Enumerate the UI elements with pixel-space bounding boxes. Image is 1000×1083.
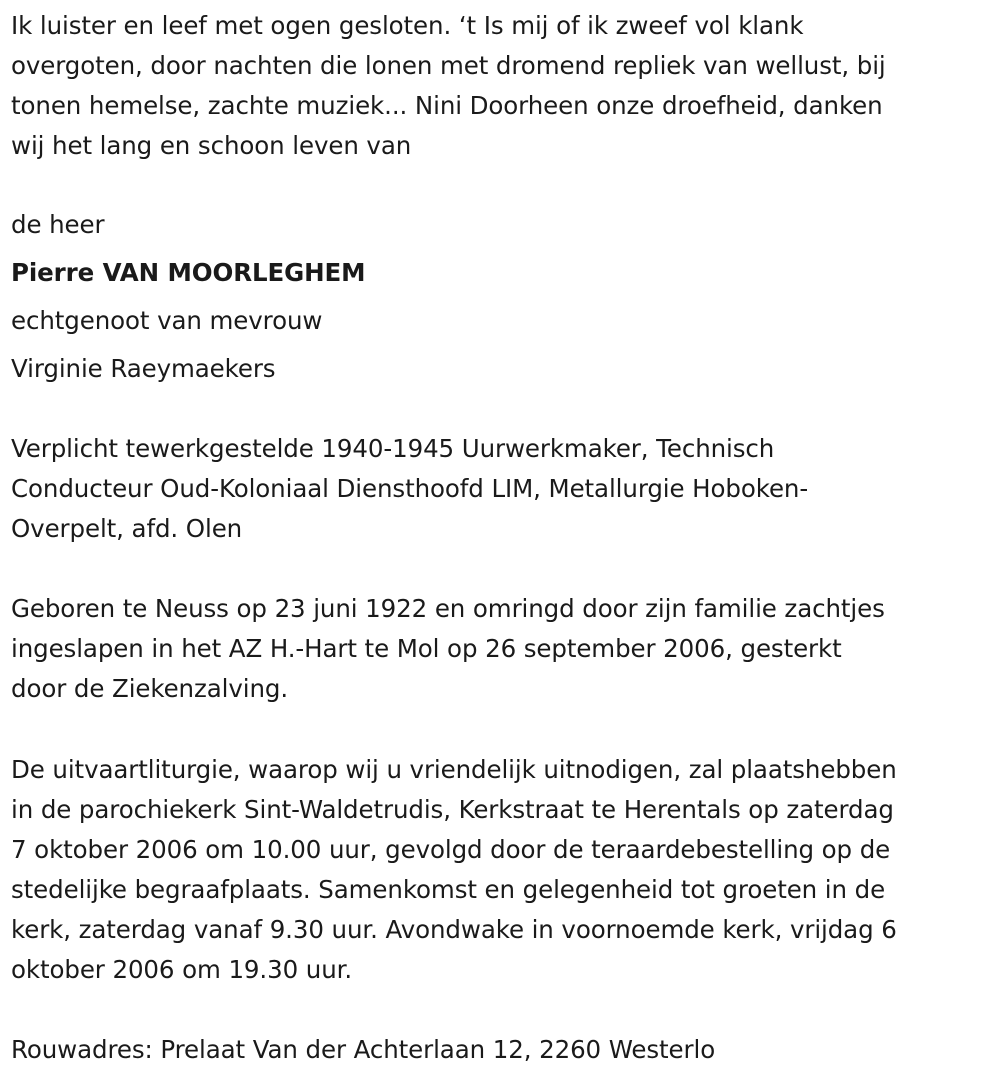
- funeral-line: kerk, zaterdag vanaf 9.30 uur. Avondwake in voornoemde kerk, vrijdag 6: [11, 915, 897, 944]
- birth-death-line: door de Ziekenzalving.: [11, 674, 289, 703]
- deceased-name: Pierre VAN MOORLEGHEM: [11, 258, 366, 287]
- funeral-paragraph: [11, 750, 986, 990]
- birth-death-line: Geboren te Neuss op 23 juni 1922 en omringd door zijn familie zachtjes: [11, 594, 885, 623]
- career-line: Overpelt, afd. Olen: [11, 514, 243, 543]
- birth-death-paragraph: [11, 589, 986, 709]
- career-paragraph: [11, 429, 986, 549]
- birth-death-line: ingeslapen in het AZ H.-Hart te Mol op 26 september 2006, gesterkt: [11, 634, 842, 663]
- spouse-label: echtgenoot van mevrouw: [11, 306, 323, 335]
- deceased-title: de heer: [11, 210, 105, 239]
- career-line: Conducteur Oud-Koloniaal Diensthoofd LIM, Metallurgie Hoboken-: [11, 474, 809, 503]
- mourning-address: Rouwadres: Prelaat Van der Achterlaan 12, 2260 Westerlo: [11, 1035, 716, 1064]
- intro-line: overgoten, door nachten die lonen met dromend repliek van wellust, bij: [11, 51, 886, 80]
- intro-line: wij het lang en schoon leven van: [11, 131, 412, 160]
- funeral-line: stedelijke begraafplaats. Samenkomst en gelegenheid tot groeten in de: [11, 875, 886, 904]
- intro-line: Ik luister en leef met ogen gesloten. ‘t Is mij of ik zweef vol klank: [11, 11, 804, 40]
- intro-poem-paragraph: [11, 6, 986, 166]
- intro-line: tonen hemelse, zachte muziek... Nini Doorheen onze droefheid, danken: [11, 91, 883, 120]
- funeral-line: 7 oktober 2006 om 10.00 uur, gevolgd door de teraardebestelling op de: [11, 835, 891, 864]
- funeral-line: in de parochiekerk Sint-Waldetrudis, Kerkstraat te Herentals op zaterdag: [11, 795, 894, 824]
- spouse-name: Virginie Raeymaekers: [11, 354, 276, 383]
- funeral-line: De uitvaartliturgie, waarop wij u vriendelijk uitnodigen, zal plaatshebben: [11, 755, 897, 784]
- funeral-line: oktober 2006 om 19.30 uur.: [11, 955, 353, 984]
- career-line: Verplicht tewerkgestelde 1940-1945 Uurwerkmaker, Technisch: [11, 434, 775, 463]
